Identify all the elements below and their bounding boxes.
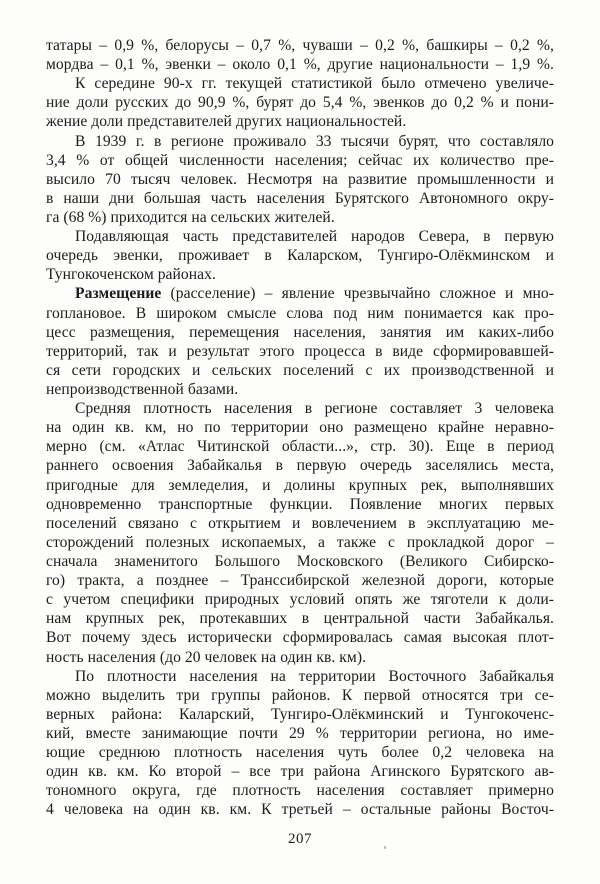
text-line: с учетом специфики природных условий опять же тяготели к доли- [46, 591, 554, 609]
paragraph-lead-bold: Размещение [75, 285, 162, 303]
text-line: Средняя плотность населения в регионе составляет 3 человека [75, 400, 554, 418]
text-line: на один кв. км, но по территории оно размещено крайне неравно- [46, 419, 554, 437]
scan-speck [384, 846, 386, 849]
text-line: верных района: Каларский, Тунгиро-Олёкминский и Тунгокоченс- [46, 705, 554, 723]
text-line: очередь эвенки, проживает в Каларском, Тунгиро-Олёкминском и [46, 247, 554, 265]
text-line: тономного округа, где плотность населения составляет примерно [46, 782, 554, 800]
text-line: мерно (см. «Атлас Читинской области...», стр. 30). Еще в период [46, 438, 554, 456]
text-line: Подавляющая часть представителей народов Севера, в первую [75, 228, 554, 246]
text-line: цесс размещения, перемещения населения, занятия им каких-либо [46, 323, 554, 341]
text-line: высило 70 тысяч человек. Несмотря на развитие промышленности и [46, 170, 554, 188]
text-line: ность населения (до 20 человек на один кв. км). [46, 648, 367, 666]
text-line: Вот почему здесь исторически сформировалась самая высокая плот- [46, 629, 554, 647]
text-line: ющие среднюю плотность населения чуть более 0,2 человека на [46, 744, 554, 762]
page-number: 207 [288, 831, 312, 847]
text-line-rest: (расселение) – явление чрезвычайно сложное и мно- [161, 285, 554, 303]
text-line: сторождений полезных ископаемых, а также с прокладкой дорог – [46, 533, 554, 551]
text-line: нам крупных рек, протекавших в центральной части Забайкалья. [46, 610, 554, 628]
text-line: В 1939 г. в регионе проживало 33 тысячи бурят, что составляло [75, 132, 554, 150]
text-line: ся сети городских и сельских поселений с их производственной и [46, 361, 554, 379]
text-line: сначала знаменитого Большого Московского (Великого Сибирско- [46, 552, 554, 570]
text-line: пригодные для земледелия, и долины крупных рек, выполнявших [46, 476, 554, 494]
text-line: мордва – 0,1 %, эвенки – около 0,1 %, другие национальности – 1,9 %. [46, 56, 554, 74]
text-line: непроизводственной базами. [46, 380, 239, 398]
text-line: один кв. км. Ко второй – все три района Агинского Бурятского ав- [46, 763, 554, 781]
text-line: Тунгокоченском районах. [46, 266, 216, 284]
text-line: можно выделить три группы районов. К первой относятся три се- [46, 686, 554, 704]
text-line: раннего освоения Забайкалья в первую очередь заселялись места, [46, 457, 554, 475]
text-line: 4 человека на один кв. км. К третьей – остальные районы Восточ- [46, 801, 554, 819]
page-text [46, 36, 554, 819]
text-line: кий, вместе занимающие почти 29 % территории региона, но име- [46, 724, 554, 742]
text-line: одновременно транспортные функции. Появление многих первых [46, 495, 554, 513]
text-line: га (68 %) приходится на сельских жителей. [46, 208, 335, 226]
text-line: го) тракта, а позднее – Транссибирской железной дороги, которые [46, 572, 554, 590]
text-line: гоплановое. В широком смысле слова под ним понимается как про- [46, 304, 554, 322]
text-line: 3,4 % от общей численности населения; сейчас их количество пре- [46, 151, 554, 169]
text-line: поселений связано с открытием и вовлечением в эксплуатацию ме- [46, 514, 554, 532]
text-line: По плотности населения на территории Восточного Забайкалья [75, 667, 554, 685]
text-line: татары – 0,9 %, белорусы – 0,7 %, чуваши – 0,2 %, башкиры – 0,2 %, [46, 37, 554, 54]
text-line: жение доли представителей других национальностей. [46, 113, 407, 131]
text-line: К середине 90-х гг. текущей статистикой было отмечено увеличе- [75, 75, 554, 93]
text-line: в наши дни большая часть населения Бурятского Автономного окру- [46, 189, 554, 207]
text-line: территорий, так и результат этого процесса в виде сформировавшей- [46, 342, 554, 360]
text-line [46, 284, 554, 303]
text-line: ние доли русских до 90,9 %, бурят до 5,4 %, эвенков до 0,2 % и пони- [46, 94, 554, 112]
